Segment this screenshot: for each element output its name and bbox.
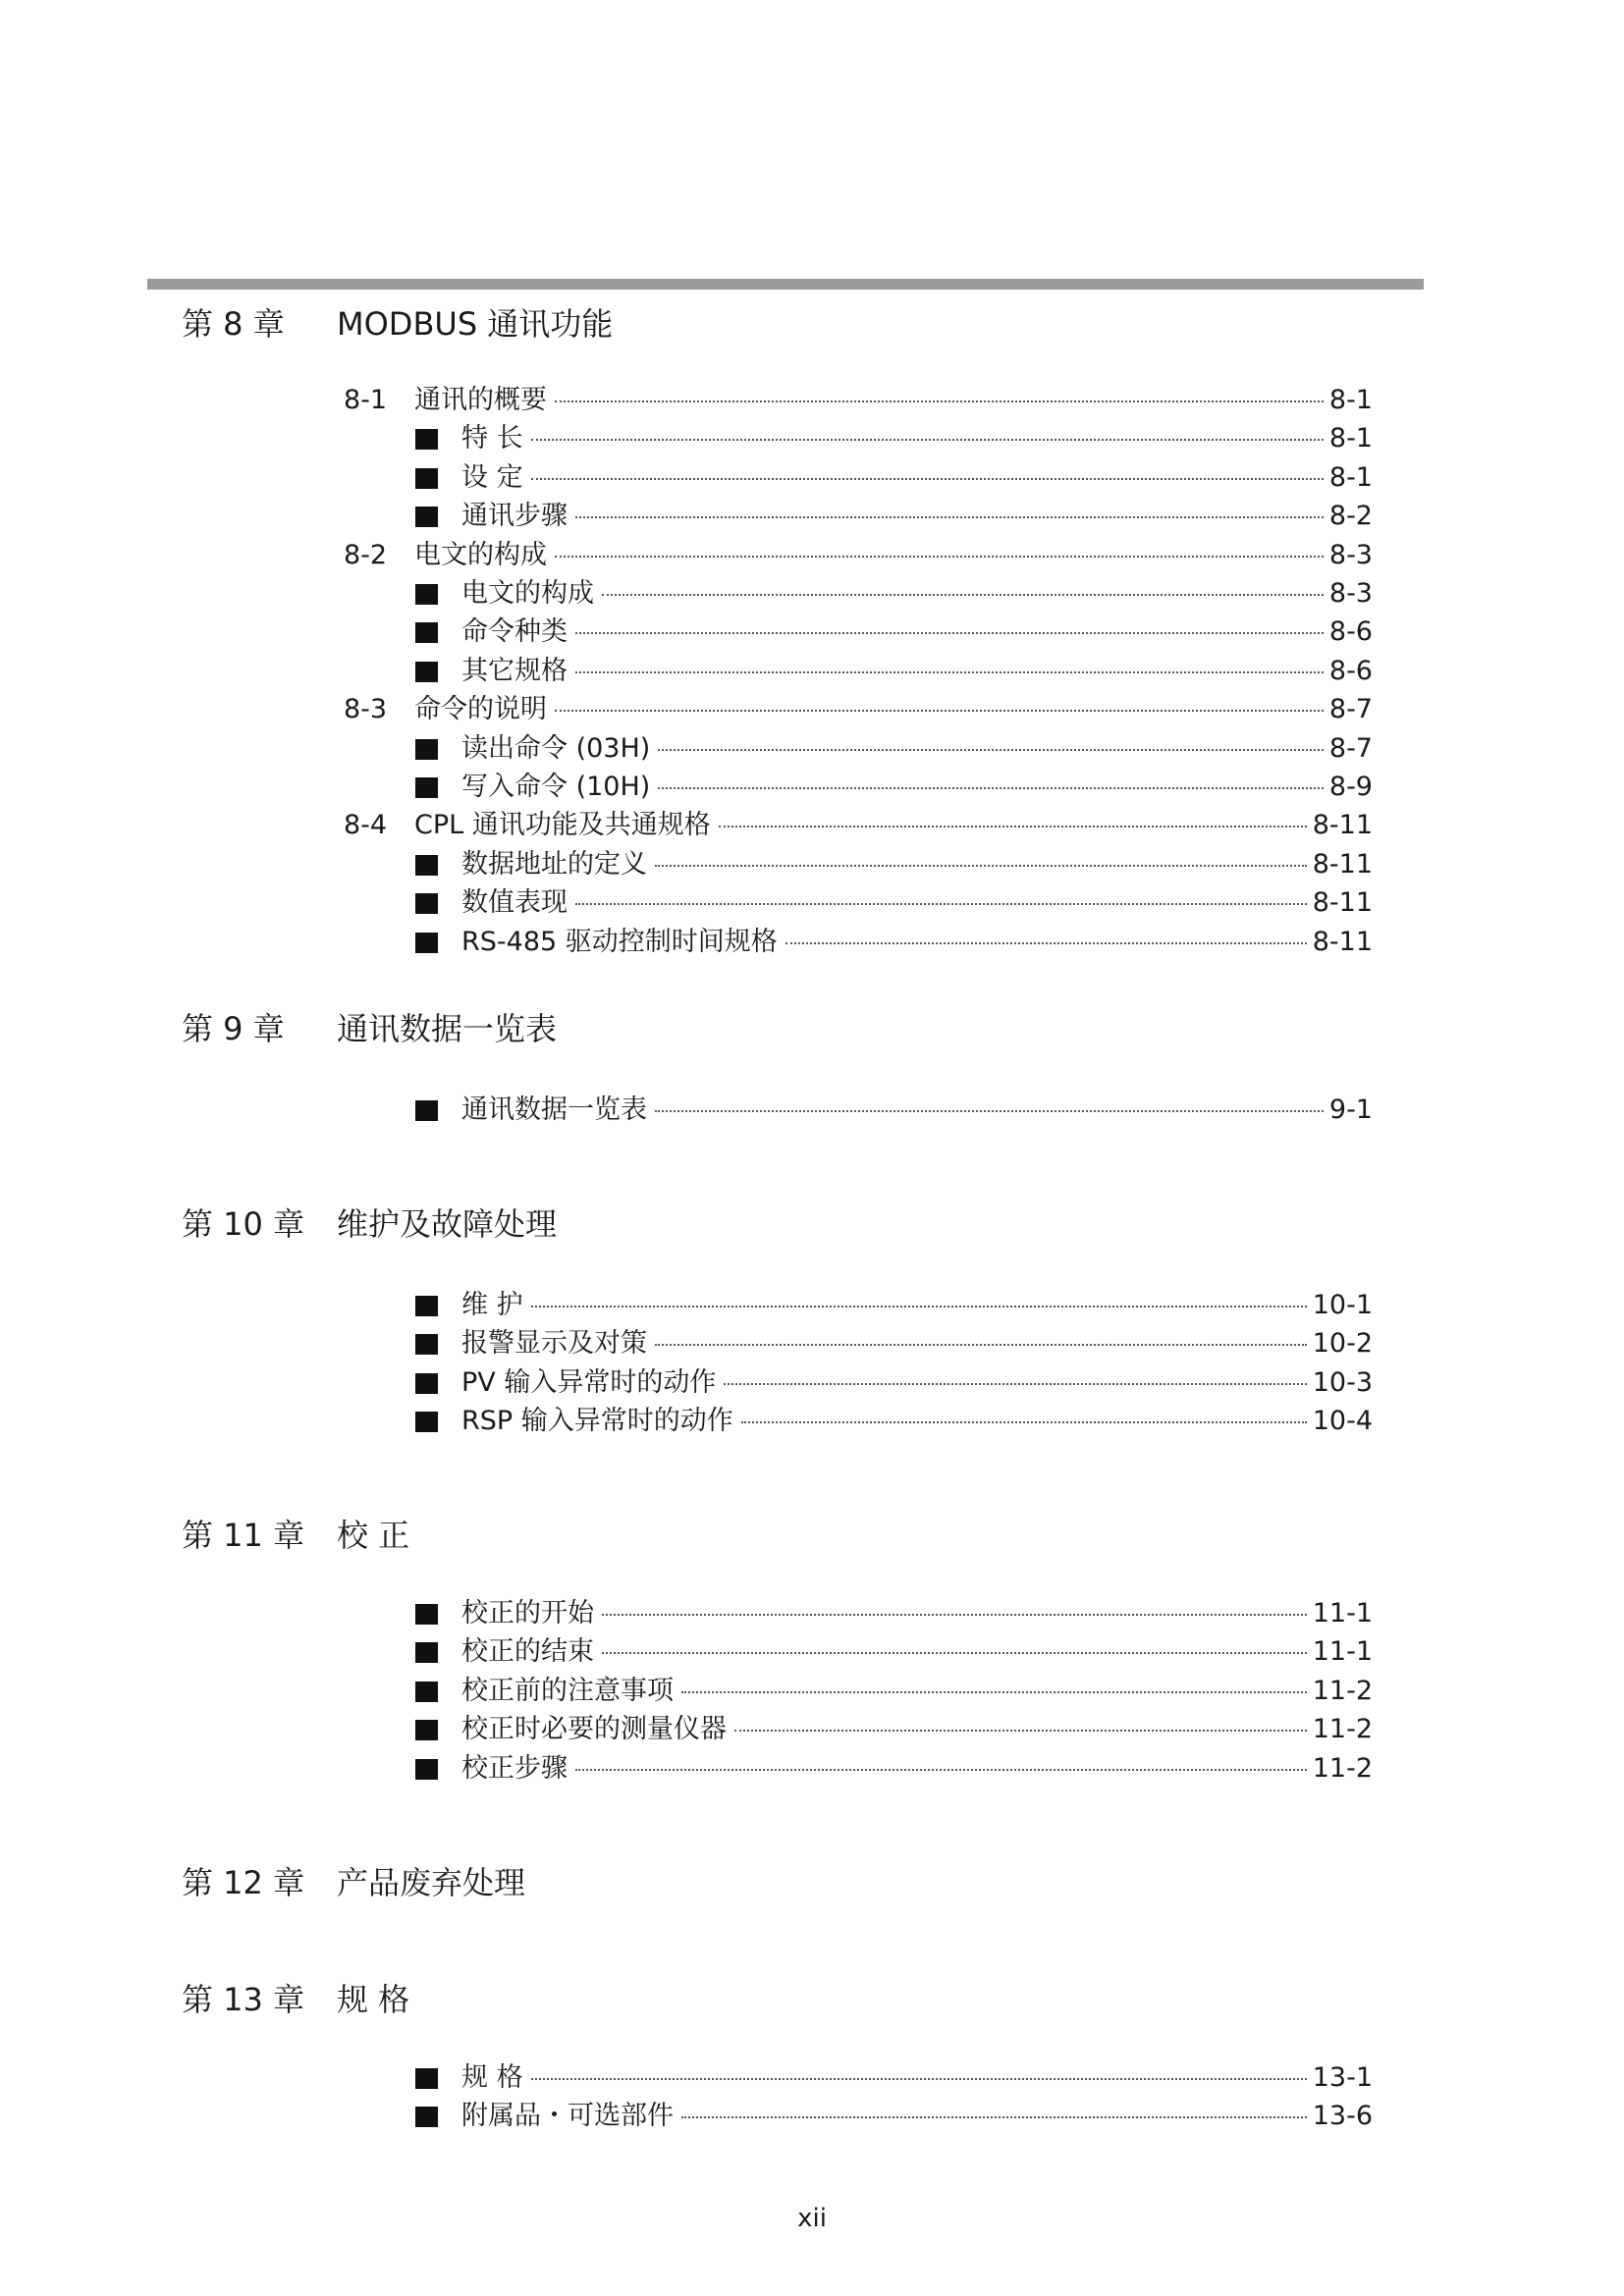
page-reference: 8-7 [1328,733,1373,764]
page-reference: 13-6 [1312,2101,1373,2131]
toc-item-entry[interactable] [344,499,1373,534]
page-reference: 11-2 [1312,1676,1373,1706]
chapter-number: 第 13 章 [182,1981,305,2018]
dot-leader [724,1383,1306,1385]
chapter-title: 规 格 [337,1981,410,2018]
entry-title: 附属品・可选部件 [461,2101,674,2131]
entry-title: RS-485 驱动控制时间规格 [461,927,778,957]
dot-leader [655,1344,1307,1346]
toc-line [414,538,1373,573]
toc-item-entry[interactable] [344,925,1373,960]
section-number: 8-2 [344,540,388,570]
entry-title: 读出命令 (03H) [461,733,651,764]
dot-leader [531,478,1324,480]
toc-line [461,1365,1373,1401]
toc-item-entry[interactable] [344,1596,1373,1631]
chapter-number: 第 9 章 [182,1010,285,1047]
square-bullet-icon [415,1759,438,1780]
dot-leader [555,710,1324,712]
entry-title: 校正前的注意事项 [461,1676,674,1706]
square-bullet-icon [415,1334,438,1355]
toc-item-entry[interactable] [344,460,1373,496]
section-number: 8-1 [344,385,388,415]
toc-item-entry[interactable] [344,576,1373,612]
dot-leader [531,439,1324,441]
toc-item-entry[interactable] [344,847,1373,882]
square-bullet-icon [415,622,438,643]
toc-item-entry[interactable] [344,1288,1373,1323]
square-bullet-icon [415,777,438,798]
chapter-number: 第 12 章 [182,1864,305,1901]
entry-title: 通讯步骤 [461,501,568,531]
entry-title: 数值表现 [461,887,568,918]
square-bullet-icon [415,1720,438,1740]
dot-leader [575,671,1324,673]
toc-section-entry[interactable] [344,538,1373,573]
square-bullet-icon [415,855,438,876]
square-bullet-icon [415,662,438,682]
toc-item-entry[interactable] [344,731,1373,767]
square-bullet-icon [415,1412,438,1432]
chapter-title: 通讯数据一览表 [337,1010,558,1047]
page-reference: 8-6 [1328,616,1373,647]
page-reference: 9-1 [1328,1095,1373,1125]
dot-leader [655,1110,1324,1112]
entry-title: 校正的开始 [461,1598,594,1629]
toc-line [461,885,1373,921]
dot-leader [555,400,1324,402]
toc-section-entry[interactable] [344,383,1373,418]
square-bullet-icon [415,1682,438,1702]
square-bullet-icon [415,468,438,489]
toc-line [461,731,1373,767]
dot-leader [531,1306,1307,1308]
dot-leader [575,1769,1307,1771]
toc-line [414,692,1373,727]
page-reference: 8-1 [1328,385,1373,415]
dot-leader [658,787,1324,789]
toc-line [461,847,1373,882]
toc-section-entry[interactable] [344,808,1373,843]
page-reference: 8-1 [1328,462,1373,493]
entry-title: RSP 输入异常时的动作 [461,1406,733,1436]
chapter-title: MODBUS 通讯功能 [337,305,614,343]
section-number: 8-4 [344,810,388,840]
toc-item-entry[interactable] [344,1404,1373,1439]
entry-title: 通讯的概要 [414,385,547,415]
toc-line [461,1596,1373,1631]
page-reference: 8-3 [1328,540,1373,570]
toc-line [461,1634,1373,1670]
page-reference: 11-2 [1312,1753,1373,1784]
page-reference: 10-1 [1312,1290,1373,1320]
entry-title: 写入命令 (10H) [461,772,651,802]
toc-item-entry[interactable] [344,885,1373,921]
dot-leader [602,594,1324,596]
dot-leader [655,865,1307,867]
section-number: 8-3 [344,694,388,724]
toc-item-entry[interactable] [344,654,1373,689]
entry-title: 电文的构成 [414,540,547,570]
dot-leader [575,632,1324,634]
toc-line [461,1751,1373,1787]
square-bullet-icon [415,584,438,605]
chapter-title: 维护及故障处理 [337,1205,558,1243]
toc-line [461,1712,1373,1747]
chapter-number: 第 11 章 [182,1517,305,1554]
chapter-number: 第 10 章 [182,1205,305,1243]
entry-title: 命令种类 [461,616,568,647]
toc-line [461,654,1373,689]
entry-title: 通讯数据一览表 [461,1095,647,1125]
entry-title: PV 输入异常时的动作 [461,1367,717,1398]
toc-line [414,383,1373,418]
dot-leader [575,903,1307,905]
toc-item-entry[interactable] [344,421,1373,456]
page-reference: 10-2 [1312,1328,1373,1359]
square-bullet-icon [415,429,438,450]
dot-leader [734,1730,1307,1732]
top-rule [147,279,1424,290]
toc-line [461,499,1373,534]
toc-item-entry[interactable] [344,1634,1373,1670]
page-reference: 8-3 [1328,578,1373,609]
entry-title: 命令的说明 [414,694,547,724]
page-reference: 8-2 [1328,501,1373,531]
dot-leader [555,556,1324,558]
toc-item-entry[interactable] [344,2060,1373,2096]
chapter-title: 产品废弃处理 [337,1864,526,1901]
toc-item-entry[interactable] [344,1326,1373,1362]
square-bullet-icon [415,1296,438,1316]
dot-leader [575,516,1324,518]
page-reference: 8-11 [1312,849,1373,880]
entry-title: 报警显示及对策 [461,1328,647,1359]
toc-line [461,2099,1373,2134]
toc-line [461,460,1373,496]
entry-title: 校正步骤 [461,1753,568,1784]
page-reference: 11-2 [1312,1714,1373,1744]
page-reference: 10-3 [1312,1367,1373,1398]
dot-leader [681,1691,1307,1693]
toc-line [461,1288,1373,1323]
toc-line [461,2060,1373,2096]
square-bullet-icon [415,739,438,760]
entry-title: 其它规格 [461,656,568,686]
entry-title: CPL 通讯功能及共通规格 [414,810,711,840]
entry-title: 维 护 [461,1290,523,1320]
toc-line [461,1093,1373,1128]
dot-leader [785,942,1307,944]
chapter-number: 第 8 章 [182,305,285,343]
toc-item-entry[interactable] [344,1712,1373,1747]
toc-item-entry[interactable] [344,1365,1373,1401]
toc-item-entry[interactable] [344,1674,1373,1709]
entry-title: 数据地址的定义 [461,849,647,880]
page-number: xii [797,2204,827,2233]
page-reference: 8-7 [1328,694,1373,724]
square-bullet-icon [415,1373,438,1394]
square-bullet-icon [415,1100,438,1121]
toc-item-entry[interactable] [344,1751,1373,1787]
page-reference: 8-1 [1328,423,1373,454]
square-bullet-icon [415,2068,438,2089]
toc-line [461,421,1373,456]
toc-line [461,614,1373,650]
toc-line [461,1326,1373,1362]
dot-leader [681,2116,1307,2118]
chapter-title: 校 正 [337,1517,410,1554]
page-reference: 11-1 [1312,1598,1373,1629]
page-reference: 8-6 [1328,656,1373,686]
toc-line [461,770,1373,805]
square-bullet-icon [415,1642,438,1663]
square-bullet-icon [415,893,438,914]
page-reference: 8-11 [1312,927,1373,957]
toc-line [461,1674,1373,1709]
square-bullet-icon [415,507,438,527]
page-reference: 8-9 [1328,772,1373,802]
toc-section-entry[interactable] [344,692,1373,727]
page-reference: 11-1 [1312,1636,1373,1667]
toc-line [414,808,1373,843]
toc-line [461,576,1373,612]
toc-item-entry[interactable] [344,614,1373,650]
toc-line [461,925,1373,960]
dot-leader [741,1421,1307,1423]
dot-leader [531,2078,1307,2080]
dot-leader [602,1614,1307,1616]
dot-leader [602,1652,1307,1654]
square-bullet-icon [415,2107,438,2127]
square-bullet-icon [415,933,438,953]
page-reference: 8-11 [1312,810,1373,840]
square-bullet-icon [415,1604,438,1625]
entry-title: 规 格 [461,2062,523,2093]
entry-title: 特 长 [461,423,523,454]
toc-line [461,1404,1373,1439]
dot-leader [658,749,1324,751]
toc-item-entry[interactable] [344,1093,1373,1128]
page-reference: 10-4 [1312,1406,1373,1436]
page-reference: 8-11 [1312,887,1373,918]
entry-title: 校正时必要的测量仪器 [461,1714,727,1744]
toc-item-entry[interactable] [344,2099,1373,2134]
toc-item-entry[interactable] [344,770,1373,805]
entry-title: 校正的结束 [461,1636,594,1667]
page-reference: 13-1 [1312,2062,1373,2093]
entry-title: 设 定 [461,462,523,493]
entry-title: 电文的构成 [461,578,594,609]
dot-leader [719,826,1307,828]
